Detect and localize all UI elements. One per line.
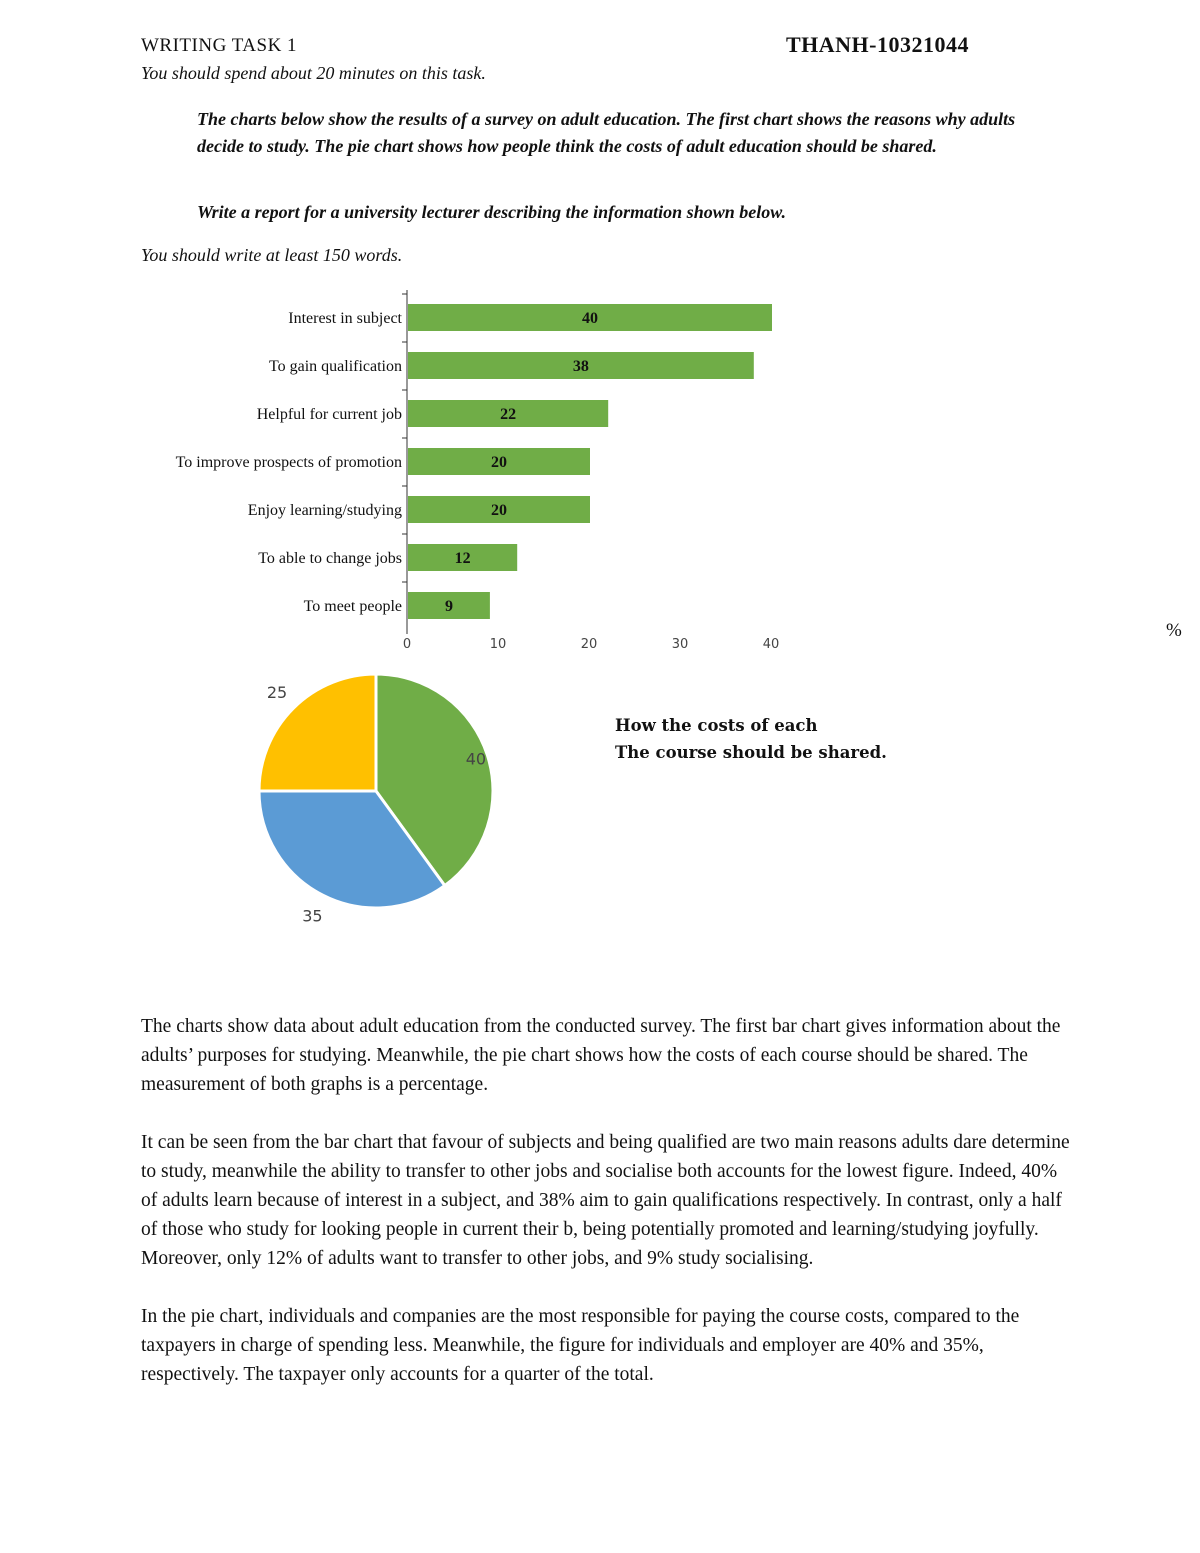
bar-chart <box>0 280 1200 660</box>
bar-data-label: 20 <box>491 454 507 471</box>
essay-paragraph-2: It can be seen from the bar chart that favour of subjects and being qualified are two main reasons adults dare determine to study, meanwhile the ability to transfer to other jobs and socialise both accounts for the lowest figure. Indeed, 40% of adults learn because of interest in a subject, and 38% aim to gain qualifications respectively. In contrast, only a half of those who study for looking people in current their b, being potentially promoted and learning/studying joyfully. Moreover, only 12% of adults want to transfer to other jobs, and 9% study socialising. <box>141 1132 1070 1269</box>
pie-data-label: 25 <box>266 683 288 702</box>
bar-tick-label: 10 <box>489 637 507 652</box>
bar-category-label: To improve prospects of promotion <box>175 454 402 471</box>
pie-title-line-1: How the costs of each <box>615 716 818 735</box>
bar-category-label: Helpful for current job <box>256 406 402 423</box>
bar-tick-label: 40 <box>762 637 780 652</box>
bar-tick-label: 20 <box>580 637 598 652</box>
task-prompt: The charts below show the results of a survey on adult education. The first chart shows the reasons why adults decide to study. The pie chart shows how people think the costs of adult education should be shared. <box>197 109 1016 156</box>
pie-title-line-2: The course should be shared. <box>615 743 887 762</box>
bar-tick-label: 30 <box>671 637 689 652</box>
bar-category-label: To able to change jobs <box>258 550 402 567</box>
bar-data-label: 22 <box>500 406 517 423</box>
essay-paragraph-3: In the pie chart, individuals and companies are the most responsible for paying the course costs, compared to the taxpayers in charge of spending less. Meanwhile, the figure for individuals and employer are 40% and 35%, respectively. The taxpayer only accounts for a quarter of the total. <box>141 1306 1020 1385</box>
bar-category-label: Interest in subject <box>288 310 402 327</box>
bar-category-label: Enjoy learning/studying <box>247 502 402 519</box>
pie-data-label: 40 <box>465 749 487 769</box>
bar-data-label: 20 <box>491 502 507 519</box>
bar-data-label: 40 <box>582 310 598 327</box>
bar-category-label: To meet people <box>303 598 402 615</box>
bar-category-label: To gain qualification <box>268 358 402 375</box>
bar-data-label: 38 <box>572 358 589 375</box>
task-instruction: Write a report for a university lecturer describing the information shown below. <box>197 202 787 222</box>
student-id: THANH-10321044 <box>786 32 969 57</box>
task-label: WRITING TASK 1 <box>141 35 298 56</box>
bar-data-label: 12 <box>454 550 471 567</box>
bar-unit-label: % <box>1166 620 1182 641</box>
bar-data-label: 9 <box>444 598 453 615</box>
pie-data-label: 35 <box>302 906 323 926</box>
bar-tick-label: 0 <box>402 637 412 652</box>
essay <box>141 1012 1071 1389</box>
essay-paragraph-1: The charts show data about adult education from the conducted survey. The first bar chart gives information about the adults’ purposes for studying. Meanwhile, the pie chart shows how the costs of each course should be shared. The measurement of both graphs is a percentage. <box>141 1016 1061 1095</box>
pie-chart-title <box>615 712 887 766</box>
pie-chart <box>240 660 540 930</box>
time-note: You should spend about 20 minutes on this task. <box>141 63 486 83</box>
word-note: You should write at least 150 words. <box>141 245 403 265</box>
